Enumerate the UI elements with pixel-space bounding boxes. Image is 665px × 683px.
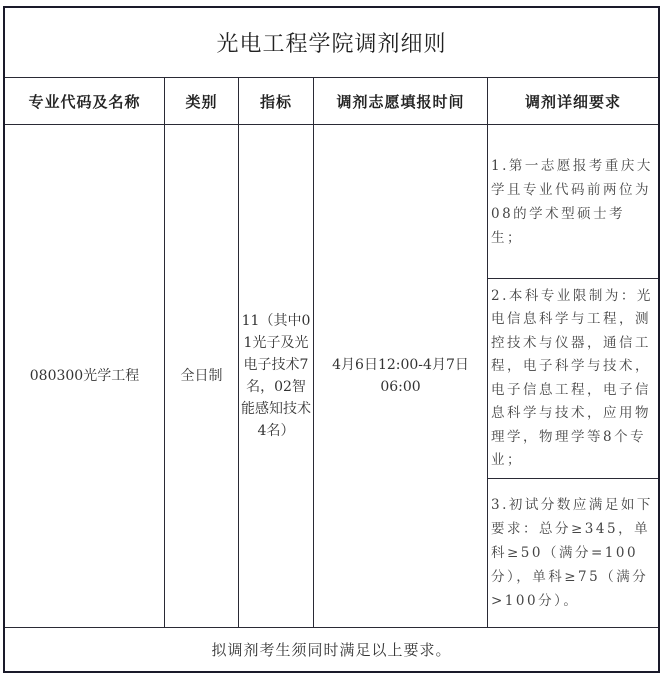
major-cell: 080300光学工程 <box>29 368 140 384</box>
time-start: 4月6日12:00-4月7日 <box>332 357 469 373</box>
time-end: 06:00 <box>380 379 421 395</box>
header-time: 调剂志愿填报时间 <box>336 92 465 111</box>
requirement-3: 3.初试分数应满足如下要求：总分≥345，单科≥50（满分=100分），单科≥75（满分>100分）。 <box>491 497 653 609</box>
requirement-1: 1.第一志愿报考重庆大学且专业代码前两位为08的学术型硕士考生； <box>491 157 653 246</box>
type-cell: 全日制 <box>180 368 223 384</box>
footer-note: 拟调剂考生须同时满足以上要求。 <box>211 641 452 659</box>
requirement-2: 2.本科专业限制为：光电信息科学与工程，测控技术与仪器，通信工程，电子科学与技术，电子信息工程，电子信息科学与技术，应用物理学，物理学等8个专业； <box>491 287 653 468</box>
adjustment-rules-table <box>3 6 660 673</box>
header-major: 专业代码及名称 <box>28 92 141 111</box>
page-title: 光电工程学院调剂细则 <box>216 32 447 57</box>
time-cell <box>314 125 487 627</box>
quota-cell: 11（其中01光子及光电子技术7名，02智能感知技术4名） <box>241 313 311 439</box>
header-type: 类别 <box>185 92 218 111</box>
header-requirements: 调剂详细要求 <box>524 92 621 111</box>
header-quota: 指标 <box>259 92 292 111</box>
